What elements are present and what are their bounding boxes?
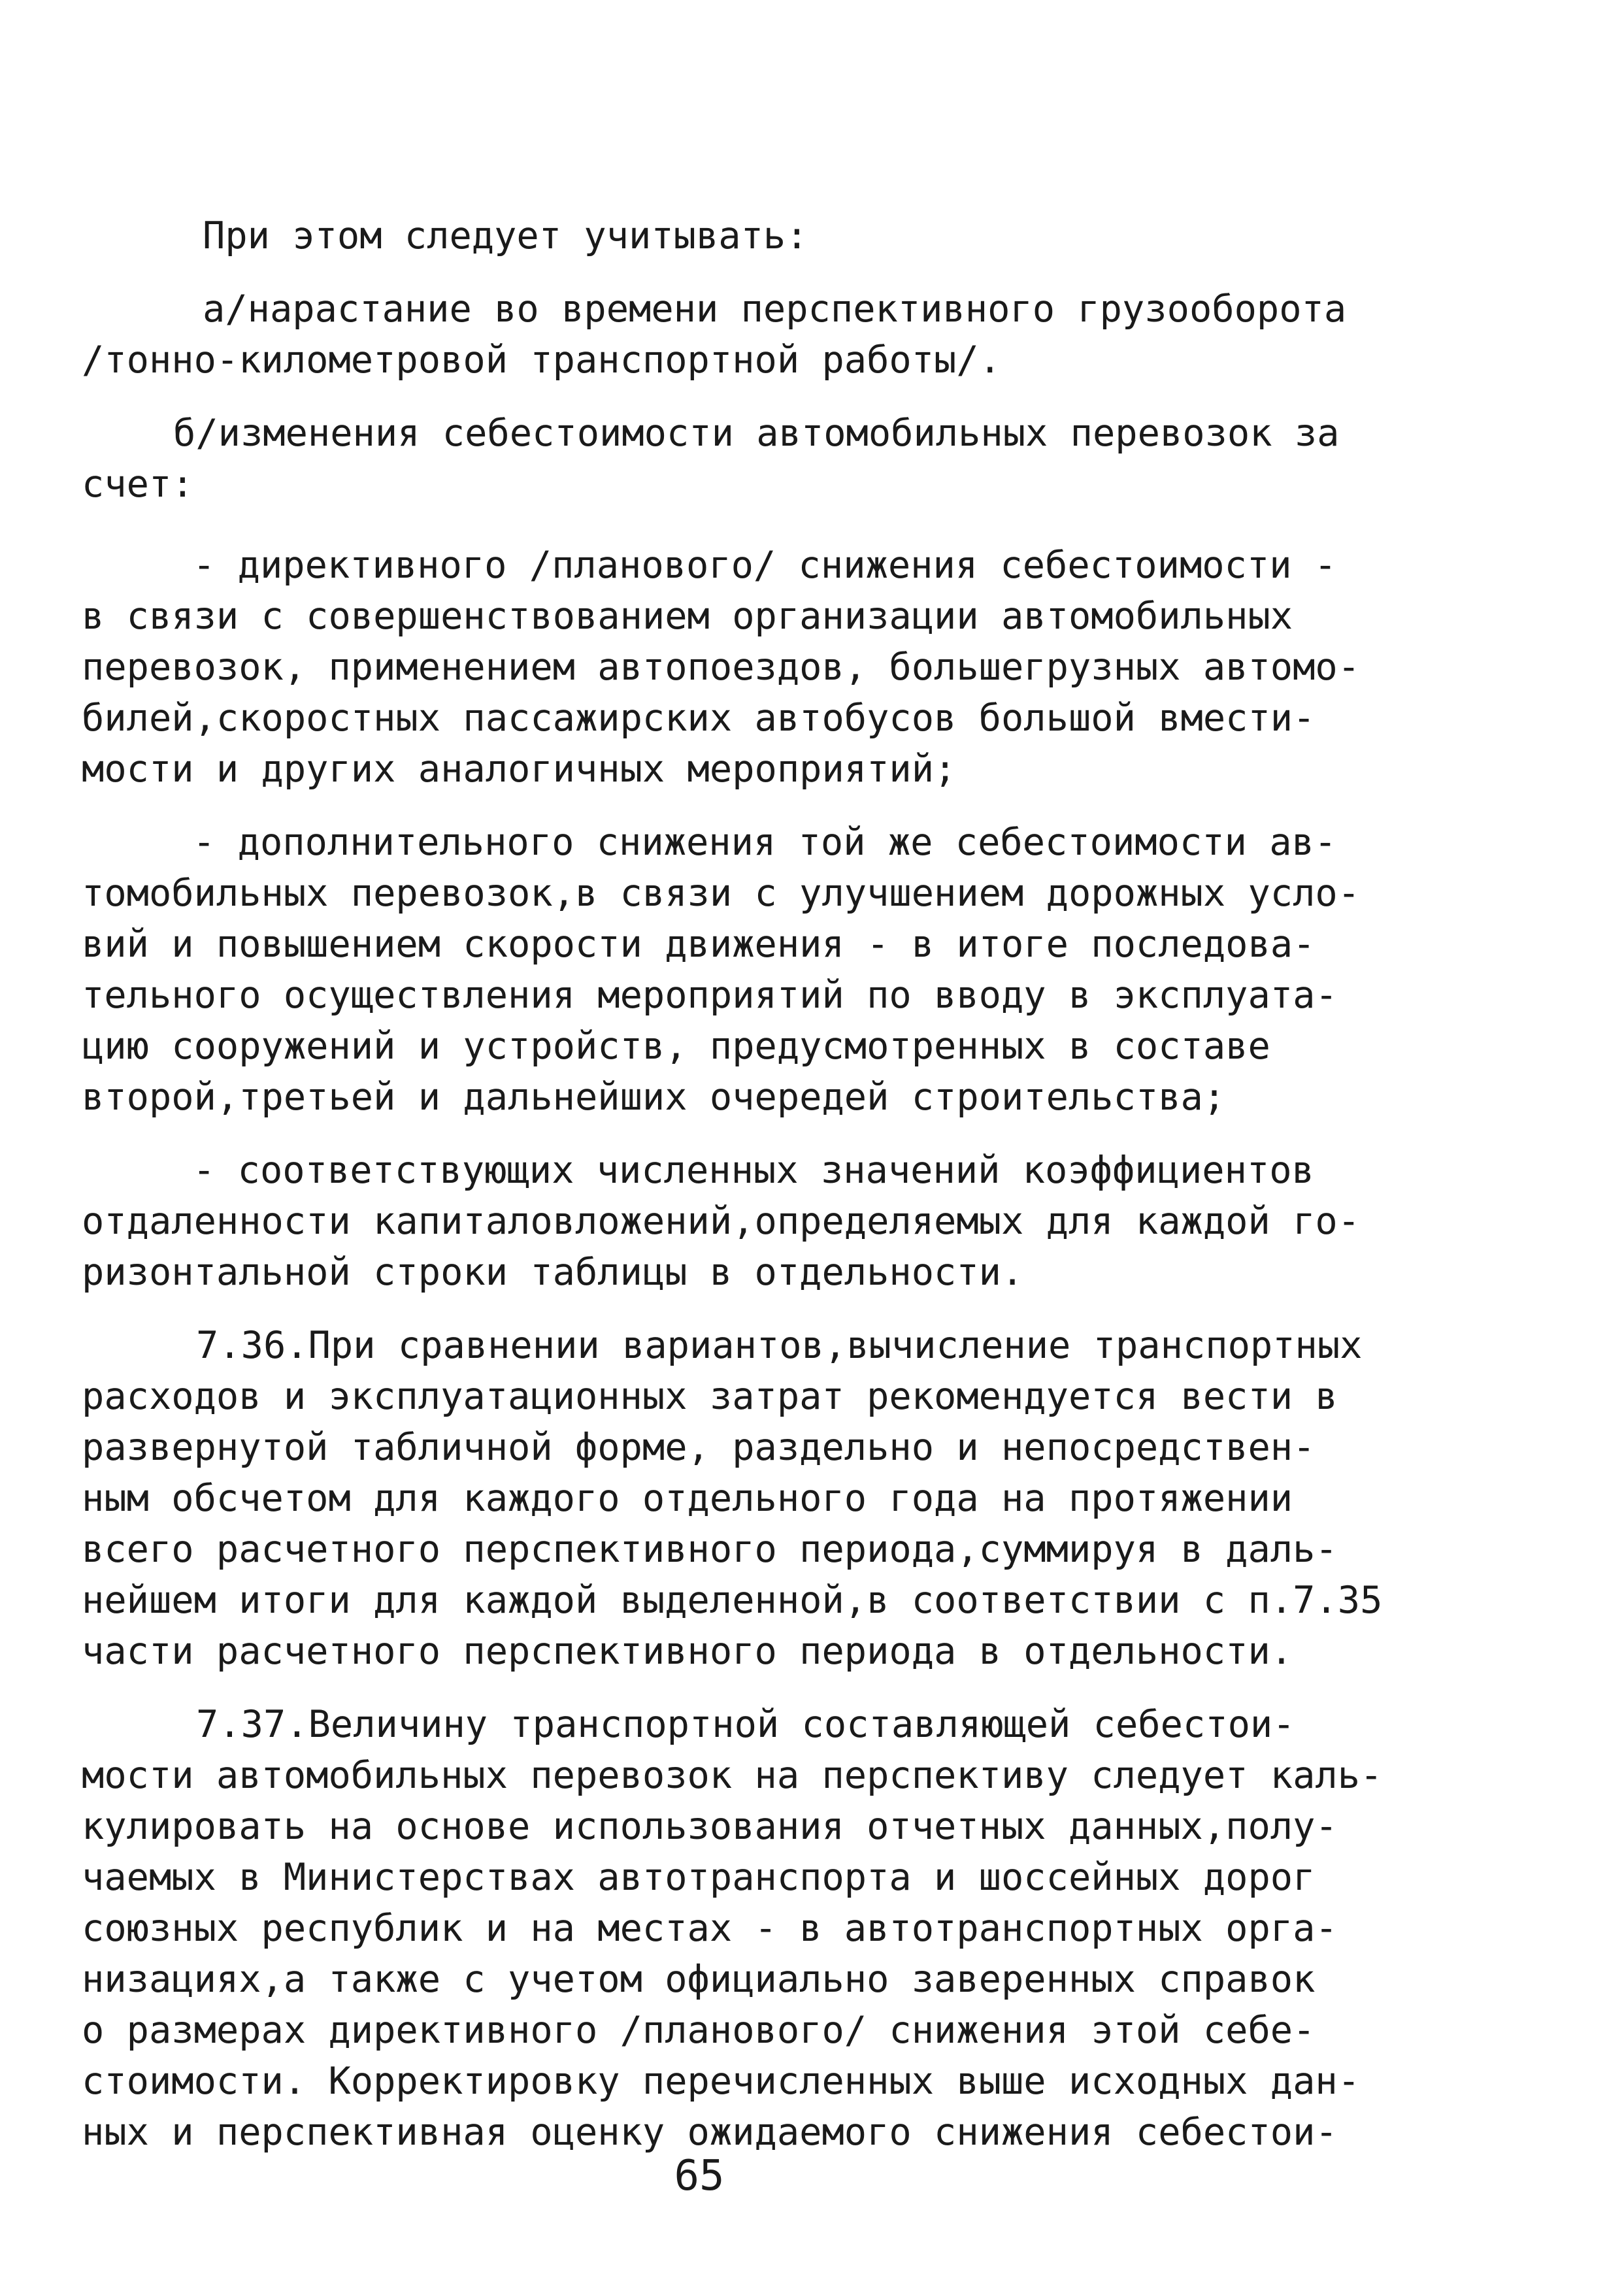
text-line: чаемых в Министерствах автотранспорта и шоссейных дорог [82, 1856, 1316, 1899]
text-line: нейшем итоги для каждой выделенной,в соответствии с п.7.35 [82, 1579, 1383, 1622]
text-line: мости и других аналогичных мероприятий; [82, 748, 957, 791]
text-line: отдаленности капиталовложений,определяемых для каждой го- [82, 1200, 1361, 1243]
text-line: перевозок, применением автопоездов, большегрузных автомо- [82, 646, 1361, 689]
text-line: томобильных перевозок,в связи с улучшением дорожных усло- [82, 872, 1361, 915]
page-number: 65 [674, 2152, 725, 2200]
text-line: о размерах директивного /планового/ снижения этой себе- [82, 2009, 1316, 2052]
text-line: второй,третьей и дальнейших очередей строительства; [82, 1076, 1226, 1119]
text-line: - дополнительного снижения той же себестоимости ав- [193, 821, 1337, 864]
text-line: 7.37.Величину транспортной составляющей себестои- [196, 1703, 1295, 1746]
text-line: - соответствующих численных значений коэффициентов [193, 1149, 1314, 1192]
text-line: мости автомобильных перевозок на перспективу следует каль- [82, 1754, 1383, 1797]
text-line: /тонно-километровой транспортной работы/. [82, 338, 1001, 382]
text-line: тельного осуществления мероприятий по вводу в эксплуата- [82, 974, 1338, 1017]
text-line: а/нарастание во времени перспективного грузооборота [203, 288, 1347, 331]
text-line: - директивного /планового/ снижения себестоимости - [193, 544, 1337, 587]
text-line: развернутой табличной форме, раздельно и непосредствен- [82, 1426, 1316, 1469]
text-line: ризонтальной строки таблицы в отдельности. [82, 1251, 1024, 1294]
text-line: счет: [82, 463, 194, 506]
text-line: кулировать на основе использования отчетных данных,полу- [82, 1805, 1338, 1848]
text-line: ным обсчетом для каждого отдельного года на протяжении [82, 1477, 1293, 1520]
text-line: части расчетного перспективного периода в отдельности. [82, 1630, 1293, 1673]
text-line: союзных республик и на местах - в автотранспортных орга- [82, 1907, 1338, 1950]
text-line: вий и повышением скорости движения - в итоге последова- [82, 923, 1316, 966]
text-line: б/изменения себестоимости автомобильных перевозок за [173, 412, 1340, 455]
text-line: цию сооружений и устройств, предусмотренных в составе [82, 1025, 1270, 1068]
text-line: всего расчетного перспективного периода,суммируя в даль- [82, 1528, 1338, 1571]
text-line: При этом следует учитывать: [203, 214, 808, 257]
text-line: 7.36.При сравнении вариантов,вычисление транспортных [196, 1324, 1363, 1367]
text-line: низациях,а также с учетом официально заверенных справок [82, 1958, 1316, 2001]
document-body [82, 210, 1506, 2158]
text-line: ных и перспективная оценку ожидаемого снижения себестои- [82, 2111, 1338, 2154]
text-line: билей,скоростных пассажирских автобусов большой вмести- [82, 697, 1316, 740]
text-line: стоимости. Корректировку перечисленных выше исходных дан- [82, 2060, 1361, 2103]
text-line: расходов и эксплуатационных затрат рекомендуется вести в [82, 1375, 1338, 1418]
text-line: в связи с совершенствованием организации автомобильных [82, 595, 1293, 638]
